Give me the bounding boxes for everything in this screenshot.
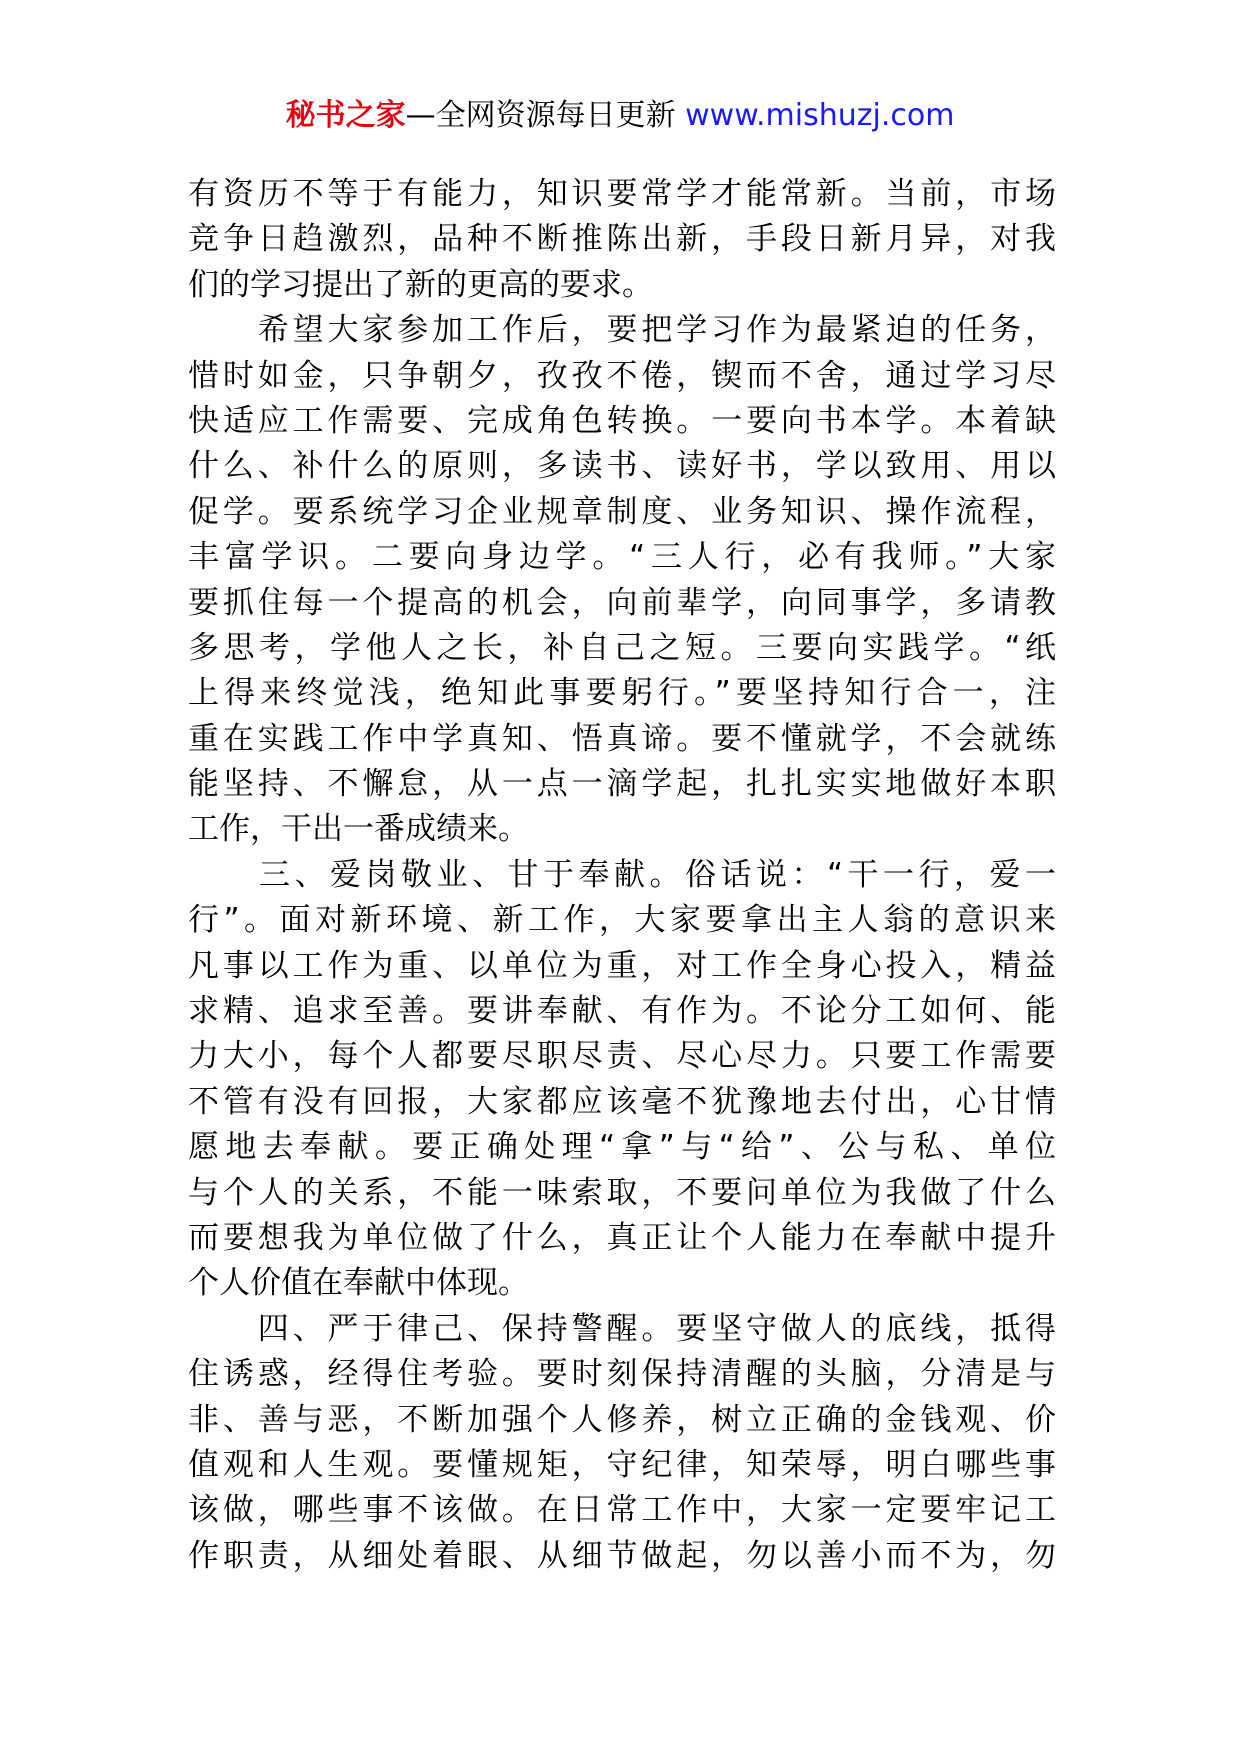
text-line: 促学。要系统学习企业规章制度、业务知识、操作流程， [188,493,1056,530]
document-body [188,172,1056,1579]
text-line: 凡事以工作为重、以单位为重，对工作全身心投入，精益 [188,947,1056,984]
text-line: 个人价值在奉献中体现。 [188,1265,529,1302]
page-header [0,96,1240,136]
text-line: 快适应工作需要、完成角色转换。一要向书本学。本着缺 [188,402,1056,439]
text-line: 希望大家参加工作后，要把学习作为最紧迫的任务， [188,312,1056,349]
text-line: 上得来终觉浅，绝知此事要躬行。”要坚持知行合一，注 [188,675,1056,712]
text-line: 工作，干出一番成绩来。 [188,811,529,848]
text-line: 要抓住每一个提高的机会，向前辈学，向同事学，多请教 [188,584,1056,621]
header-tagline: —全网资源每日更新 [405,98,686,133]
text-line: 住诱惑，经得住考验。要时刻保持清醒的头脑，分清是与 [188,1356,1056,1393]
text-line: 非、善与恶，不断加强个人修养，树立正确的金钱观、价 [188,1401,1056,1438]
brand-name: 秘书之家 [285,98,406,133]
text-line: 该做，哪些事不该做。在日常工作中，大家一定要牢记工 [188,1492,1056,1529]
text-line: 能坚持、不懈怠，从一点一滴学起，扎扎实实地做好本职 [188,766,1056,803]
text-line: 愿地去奉献。要正确处理“拿”与“给”、公与私、单位 [188,1129,1056,1166]
text-line: 们的学习提出了新的更高的要求。 [188,266,653,303]
text-line: 丰富学识。二要向身边学。“三人行，必有我师。”大家 [188,539,1056,576]
text-line: 与个人的关系，不能一味索取，不要问单位为我做了什么 [188,1174,1056,1211]
text-line: 四、严于律己、保持警醒。要坚守做人的底线，抵得 [188,1310,1056,1347]
text-line: 行”。面对新环境、新工作，大家要拿出主人翁的意识来 [188,902,1056,939]
text-line: 竞争日趋激烈，品种不断推陈出新，手段日新月异，对我 [188,221,1056,258]
text-line: 而要想我为单位做了什么，真正让个人能力在奉献中提升 [188,1219,1056,1256]
text-line: 不管有没有回报，大家都应该毫不犹豫地去付出，心甘情 [188,1083,1056,1120]
text-line: 三、爱岗敬业、甘于奉献。俗话说：“干一行，爱一 [188,856,1056,893]
text-line: 什么、补什么的原则，多读书、读好书，学以致用、用以 [188,448,1056,485]
website-link[interactable]: www.mishuzj.com [685,98,955,133]
text-line: 求精、追求至善。要讲奉献、有作为。不论分工如何、能 [188,993,1056,1030]
text-line: 多思考，学他人之长，补自己之短。三要向实践学。“纸 [188,629,1056,666]
text-line: 惜时如金，只争朝夕，孜孜不倦，锲而不舍，通过学习尽 [188,357,1056,394]
text-line: 力大小，每个人都要尽职尽责、尽心尽力。只要工作需要 [188,1038,1056,1075]
text-line: 有资历不等于有能力，知识要常学才能常新。当前，市场 [188,176,1056,212]
text-line: 值观和人生观。要懂规矩，守纪律，知荣辱，明白哪些事 [188,1446,1056,1483]
text-line: 重在实践工作中学真知、悟真谛。要不懂就学，不会就练 [188,720,1056,757]
text-line: 作职责，从细处着眼、从细节做起，勿以善小而不为，勿 [188,1537,1056,1574]
